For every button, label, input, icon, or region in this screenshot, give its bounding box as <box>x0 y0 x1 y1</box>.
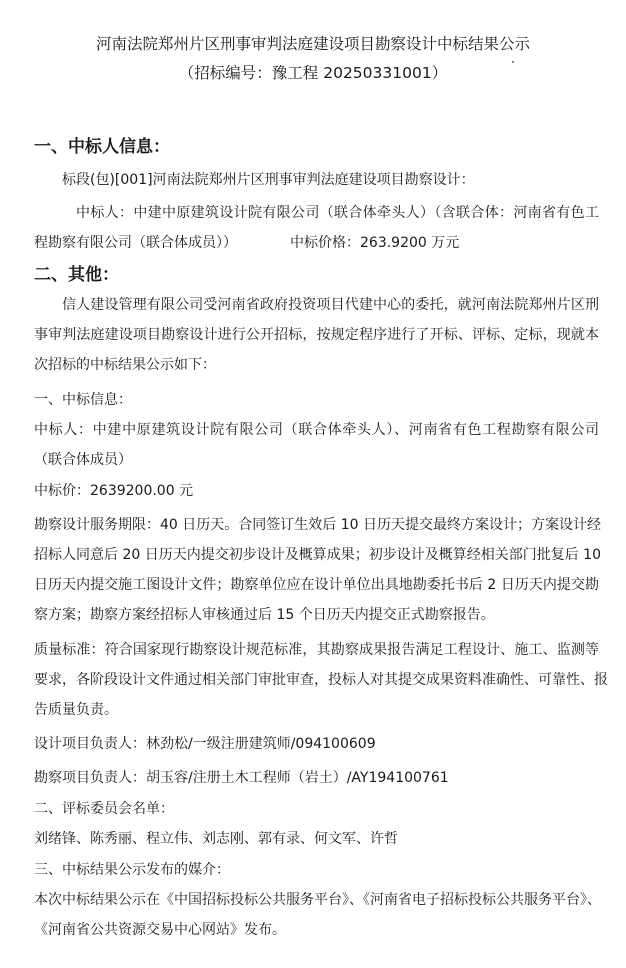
service-period-line: 勘察设计服务期限：40 日历天。合同签订生效后 10 日历天提交最终方案设计；方案设计经 <box>34 517 601 533</box>
section-heading-winner-info: 一、中标人信息： <box>34 137 170 157</box>
design-project-lead: 设计项目负责人：林劲松/一级注册建筑师/094100609 <box>34 736 376 752</box>
document-title: 河南法院郑州片区刑事审判法庭建设项目勘察设计中标结果公示 <box>95 35 530 53</box>
award-price: 中标价：2639200.00 元 <box>34 483 194 499</box>
intro-paragraph-line: 事审判法庭建设项目勘察设计进行公开招标，按规定程序进行了开标、评标、定标，现就本 <box>34 327 599 343</box>
media-line: 本次中标结果公示在《中国招标投标公共服务平台》、《河南省电子招标投标公共服务平台》、 <box>34 892 601 908</box>
winner-line-cont: 程勘察有限公司（联合体成员）） <box>34 235 237 251</box>
quality-standard-line: 要求，各阶段设计文件通过相关部门审批审查，投标人对其提交成果资料准确性、可靠性、报 <box>34 672 608 688</box>
intro-paragraph-line: 次招标的中标结果公示如下： <box>34 357 216 373</box>
intro-paragraph-line: 信人建设管理有限公司受河南省政府投资项目代建中心的委托，就河南法院郑州片区刑 <box>62 297 599 313</box>
award-winner-line: 中标人：中建中原建筑设计院有限公司（联合体牵头人）、河南省有色工程勘察有限公司 <box>34 422 599 438</box>
quality-standard-line: 质量标准：符合国家现行勘察设计规范标准，其勘察成果报告满足工程设计、施工、监测等 <box>34 642 599 658</box>
service-period-line: 察方案；勘察方案经招标人审核通过后 15 个日历天内提交正式勘察报告。 <box>34 607 495 623</box>
service-period-line: 日历天内提交施工图设计文件；勘察单位应在设计单位出具地勘委托书后 2 日历天内提交勘 <box>34 577 599 593</box>
section-heading-other: 二、其他： <box>34 265 119 285</box>
subheading-committee: 二、评标委员会名单： <box>34 801 174 817</box>
lot-line: 标段(包)[001]河南法院郑州片区刑事审判法庭建设项目勘察设计： <box>62 172 475 188</box>
scan-speck <box>512 61 514 63</box>
service-period-line: 招标人同意后 20 日历天内提交初步设计及概算成果；初步设计及概算经相关部门批复后 10 <box>34 547 601 563</box>
subheading-media: 三、中标结果公示发布的媒介： <box>34 862 230 878</box>
award-winner-line-cont: （联合体成员） <box>34 452 132 468</box>
quality-standard-line: 告质量负责。 <box>34 702 118 718</box>
survey-project-lead: 勘察项目负责人：胡玉容/注册土木工程师（岩土）/AY194100761 <box>34 770 449 786</box>
committee-members: 刘绪锋、陈秀丽、程立伟、刘志刚、郭有录、何文军、许哲 <box>34 831 398 847</box>
winner-price: 中标价格：263.9200 万元 <box>290 235 460 251</box>
winner-line: 中标人：中建中原建筑设计院有限公司（联合体牵头人）（含联合体：河南省有色工 <box>76 205 599 221</box>
tender-number: （招标编号：豫工程 20250331001） <box>178 64 448 82</box>
subheading-award-info: 一、中标信息： <box>34 392 132 408</box>
media-line: 《河南省公共资源交易中心网站》发布。 <box>34 922 286 938</box>
